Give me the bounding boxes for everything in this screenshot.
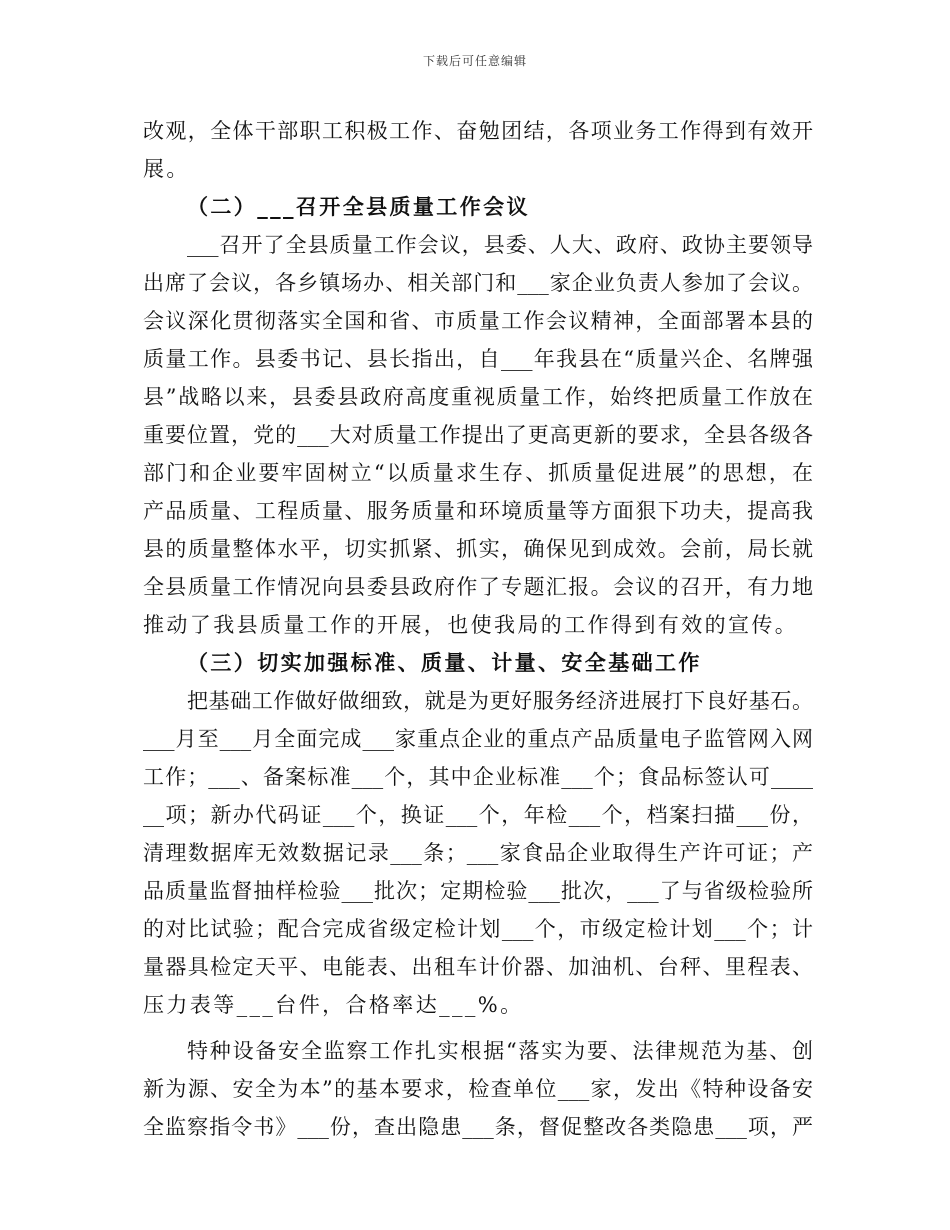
text-line: 全县质量工作情况向县委县政府作了专题汇报。会议的召开，有力地 <box>143 575 813 599</box>
text-line: 工作；___、备案标准___个，其中企业标准___个；食品标签认可____ <box>143 765 813 789</box>
text-line: 质量工作。县委书记、县长指出，自___年我县在“质量兴企、名牌强 <box>143 347 813 371</box>
text-line: 展。 <box>143 157 190 181</box>
section-heading-2: （二）___召开全县质量工作会议 <box>187 194 530 219</box>
text-line: 出席了会议，各乡镇场办、相关部门和___家企业负责人参加了会议。 <box>143 271 813 295</box>
document-body <box>143 112 813 1146</box>
text-line: 县”战略以来，县委县政府高度重视质量工作，始终把质量工作放在 <box>143 385 813 409</box>
text-line: 重要位置，党的___大对质量工作提出了更高更新的要求，全县各级各 <box>143 423 813 447</box>
text-line: 县的质量整体水平，切实抓紧、抓实，确保见到成效。会前，局长就 <box>143 537 813 561</box>
text-line: 推动了我县质量工作的开展，也使我局的工作得到有效的宣传。 <box>143 613 799 637</box>
text-line: 会议深化贯彻落实全国和省、市质量工作会议精神，全面部署本县的 <box>143 309 813 333</box>
page-header: 下载后可任意编辑 <box>422 54 527 68</box>
text-line: ___召开了全县质量工作会议，县委、人大、政府、政协主要领导 <box>187 233 813 257</box>
text-line: 品质量监督抽样检验___批次；定期检验___批次，___了与省级检验所 <box>143 879 813 903</box>
text-line: 部门和企业要牢固树立“以质量求生存、抓质量促进展”的思想，在 <box>143 461 813 485</box>
section-heading-3: （三）切实加强标准、质量、计量、安全基础工作 <box>187 650 702 675</box>
text-line: 特种设备安全监察工作扎实根据“落实为要、法律规范为基、创 <box>187 1039 813 1063</box>
text-line: 全监察指令书》___份，查出隐患___条，督促整改各类隐患___项，严 <box>143 1115 813 1139</box>
text-line: 产品质量、工程质量、服务质量和环境质量等方面狠下功夫，提高我 <box>143 499 813 523</box>
text-line: 新为源、安全为本”的基本要求，检查单位___家，发出《特种设备安 <box>143 1077 813 1101</box>
text-line: ___月至___月全面完成___家重点企业的重点产品质量电子监管网入网 <box>143 727 813 751</box>
text-line: 改观，全体干部职工积极工作、奋勉团结，各项业务工作得到有效开 <box>143 119 813 143</box>
text-line: 把基础工作做好做细致，就是为更好服务经济进展打下良好基石。 <box>187 689 813 713</box>
text-line: 清理数据库无效数据记录___条；___家食品企业取得生产许可证；产 <box>143 841 813 865</box>
text-line: 的对比试验；配合完成省级定检计划___个，市级定检计划___个；计 <box>143 917 813 941</box>
text-line: 量器具检定天平、电能表、出租车计价器、加油机、台秤、里程表、 <box>143 955 813 979</box>
text-line: __项；新办代码证___个，换证___个，年检___个，档案扫描___份， <box>143 803 813 827</box>
text-line: 压力表等___台件，合格率达___%。 <box>143 993 524 1017</box>
